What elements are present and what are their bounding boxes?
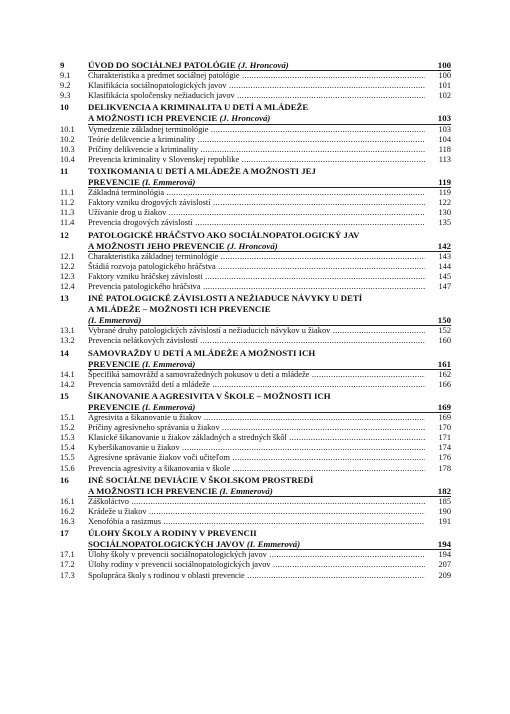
chapter-title-line2 [88, 241, 425, 251]
chapter-entry [60, 102, 451, 124]
chapter-title-text: DELIKVENCIA A KRIMINALITA U DETÍ A MLÁDEŽE [88, 102, 309, 113]
chapter-entry [60, 60, 451, 71]
section-page: 118 [438, 144, 451, 154]
chapter-entry [60, 391, 451, 413]
chapter-page: 194 [437, 539, 451, 550]
section-page: 170 [438, 423, 451, 433]
section-entry [60, 443, 451, 453]
section-page: 113 [438, 154, 451, 164]
section-entry [60, 433, 451, 443]
section-entry [60, 188, 451, 198]
section-title: Klasifikácia sociálnopatologických javov ..... [88, 81, 425, 91]
section-entry [60, 423, 451, 433]
chapter-heading-line2 [60, 486, 451, 496]
chapter-title-text: A MOŽNOSTI JEHO PREVENCIE [88, 240, 225, 251]
section-entry [60, 282, 451, 292]
section-page: 191 [438, 517, 451, 527]
chapter-title-text: INÉ PATOLOGICKÉ ZÁVISLOSTI A NEŽIADUCE NÁVYKY U DETÍ [88, 293, 363, 304]
section-number: 11.1 [60, 188, 75, 198]
section-title: Prevencia drogových závislostí ..... [88, 218, 425, 228]
section-page: 144 [438, 261, 451, 271]
section-title: Záškoláctvo ..... [88, 497, 425, 507]
section-number: 10.1 [60, 124, 75, 134]
section-number: 15.1 [60, 413, 75, 423]
chapter-heading-line2 [60, 402, 451, 412]
section-page: 143 [438, 251, 451, 261]
chapter-title-text: SAMOVRAŽDY U DETÍ A MLÁDEŽE A MOŽNOSTI ICH [88, 347, 316, 358]
section-entry [60, 370, 451, 380]
chapter-title-text: A MOŽNOSTI ICH PREVENCIE [88, 485, 218, 496]
section-number: 13.2 [60, 336, 75, 346]
section-title: Teórie delikvencie a kriminality ..... [88, 135, 425, 145]
section-number: 16.1 [60, 496, 75, 506]
chapter-number: 13 [60, 293, 69, 304]
chapter-title-text: PREVENCIE [88, 402, 140, 412]
section-title: Charakteristika a predmet sociálnej patológie ..... [88, 71, 425, 81]
chapter-title-line2 [88, 177, 425, 187]
section-entry [60, 326, 451, 336]
chapter-number: 10 [60, 102, 69, 113]
section-page: 100 [438, 71, 451, 81]
section-number: 12.2 [60, 261, 75, 271]
section-page: 171 [438, 433, 451, 443]
section-entry [60, 560, 451, 570]
section-number: 17.2 [60, 560, 75, 570]
chapter-title-line2: A MLÁDEŽE – MOŽNOSTI ICH PREVENCIE [88, 304, 271, 315]
section-entry [60, 262, 451, 272]
section-number: 15.5 [60, 453, 75, 463]
chapter-title [88, 60, 425, 70]
chapter-heading-line2 [60, 177, 451, 187]
section-page: 119 [438, 188, 451, 198]
chapter-title-line2 [88, 113, 425, 123]
section-entry [60, 550, 451, 560]
chapter-number: 17 [60, 528, 69, 539]
section-number: 12.4 [60, 281, 75, 291]
chapter-author: (I. Emmerová) [219, 485, 273, 496]
section-title: Základná terminológia ..... [88, 188, 425, 198]
chapter-title-line3 [88, 315, 425, 325]
chapter-heading [60, 391, 451, 401]
section-title: Xenofóbia a rasizmus ..... [88, 517, 425, 527]
section-page: 174 [438, 443, 451, 453]
section-page: 152 [438, 326, 451, 336]
section-number: 13.1 [60, 326, 75, 336]
chapter-page: 150 [437, 315, 451, 326]
section-page: 176 [438, 453, 451, 463]
chapter-author: (I. Emmerová) [88, 315, 142, 326]
chapter-author: (J. Hroncová) [226, 240, 278, 251]
chapter-title-text: ŠIKANOVANIE A AGRESIVITA V ŠKOLE – MOŽNOSTI ICH [88, 390, 331, 401]
section-entry [60, 517, 451, 527]
section-entry [60, 464, 451, 474]
section-number: 17.3 [60, 570, 75, 580]
section-number: 11.4 [60, 218, 75, 228]
section-title: Kyberšikanovanie u žiakov ..... [88, 443, 425, 453]
chapter-heading [60, 166, 451, 176]
chapter-author: (J. Hroncová) [219, 113, 271, 124]
section-title: Príčiny agresívneho správania u žiakov ..... [88, 423, 425, 433]
chapter-title-text: ÚLOHY ŠKOLY A RODINY V PREVENCII [88, 528, 257, 539]
chapter-title-text: SOCIÁLNOPATOLOGICKÝCH JAVOV [88, 539, 245, 550]
chapter-heading [60, 528, 451, 538]
chapter-title-text: PREVENCIE [88, 358, 140, 369]
chapter-number: 11 [60, 165, 69, 176]
chapter-number: 16 [60, 474, 69, 485]
section-number: 9.2 [60, 81, 71, 91]
section-title: Štádiá rozvoja patologického hráčstva ..... [88, 262, 425, 272]
section-title: Úlohy školy v prevencii sociálnopatologických javov ..... [88, 550, 425, 560]
section-title: Prevencia kriminality v Slovenskej republike ..... [88, 155, 425, 165]
section-entry [60, 208, 451, 218]
chapter-title-line2 [88, 486, 425, 496]
section-page: 160 [438, 336, 451, 346]
section-number: 10.4 [60, 154, 75, 164]
section-entry [60, 198, 451, 208]
chapter-author: (I. Emmerová) [142, 177, 196, 188]
chapter-heading-line2 [60, 113, 451, 123]
chapter-page: 169 [437, 402, 451, 412]
section-title: Klasické šikanovanie u žiakov základných a stredných škôl ..... [88, 433, 425, 443]
chapter-title-line2 [88, 359, 425, 369]
section-entry [60, 413, 451, 423]
chapter-page: 142 [437, 240, 451, 251]
section-entry [60, 91, 451, 101]
section-number: 15.3 [60, 433, 75, 443]
chapter-title-text: PREVENCIE [88, 177, 140, 188]
chapter-author: (I. Emmerová) [142, 358, 196, 369]
section-entry [60, 497, 451, 507]
chapter-title-line2 [88, 539, 425, 549]
chapter-number: 12 [60, 229, 69, 240]
chapter-heading [60, 348, 451, 358]
chapter-page: 182 [437, 485, 451, 496]
chapter-author: (I. Emmerová) [142, 402, 196, 412]
section-entry [60, 380, 451, 390]
chapter-heading-line2 [60, 539, 451, 549]
section-number: 15.4 [60, 443, 75, 453]
chapter-page: 161 [437, 358, 451, 369]
section-entry [60, 252, 451, 262]
section-number: 10.3 [60, 144, 75, 154]
section-number: 16.3 [60, 517, 75, 527]
section-number: 15.6 [60, 463, 75, 473]
section-number: 10.2 [60, 134, 75, 144]
section-entry [60, 135, 451, 145]
section-page: 122 [438, 198, 451, 208]
section-entry [60, 125, 451, 135]
chapter-heading [60, 475, 451, 485]
section-title: Príčiny delikvencie a kriminality ..... [88, 145, 425, 155]
section-number: 12.1 [60, 251, 75, 261]
chapter-heading-line3 [60, 315, 451, 325]
chapter-entry [60, 348, 451, 370]
chapter-entry [60, 293, 451, 326]
section-number: 14.1 [60, 369, 75, 379]
section-entry [60, 218, 451, 228]
section-page: 194 [438, 550, 451, 560]
chapter-title-text: INÉ SOCIÁLNE DEVIÁCIE V ŠKOLSKOM PROSTREDÍ [88, 474, 314, 485]
chapter-page: 103 [437, 113, 451, 124]
section-page: 147 [438, 281, 451, 291]
section-page: 207 [438, 560, 451, 570]
chapter-title-text: PATOLOGICKÉ HRÁČSTVO AKO SOCIÁLNOPATOLOGICKÝ JAV [88, 229, 360, 240]
chapter-page: 119 [438, 177, 451, 188]
section-title: Vybrané druhy patologických závislostí a nežiaducich návykov u žiakov ..... [88, 326, 425, 336]
section-number: 12.3 [60, 271, 75, 281]
section-title: Úlohy rodiny v prevencii sociálnopatologických javov ..... [88, 560, 425, 570]
chapter-title-line2 [88, 402, 425, 412]
section-page: 103 [438, 124, 451, 134]
chapter-number: 14 [60, 347, 69, 358]
chapter-heading-line2 [60, 241, 451, 251]
section-entry [60, 71, 451, 81]
chapter-author: (J. Hroncová) [237, 60, 289, 70]
section-number: 16.2 [60, 506, 75, 516]
chapter-heading-line2 [60, 304, 451, 314]
section-page: 190 [438, 506, 451, 516]
section-page: 162 [438, 369, 451, 379]
chapter-entry [60, 166, 451, 188]
section-title: Vymedzenie základnej terminológie ..... [88, 125, 425, 135]
chapter-heading [60, 293, 451, 303]
section-page: 101 [438, 81, 451, 91]
section-title: Faktory vzniku hráčskej závislosti ..... [88, 272, 425, 282]
section-entry [60, 155, 451, 165]
section-entry [60, 272, 451, 282]
chapter-entry [60, 528, 451, 550]
chapter-page: 100 [437, 60, 451, 70]
table-of-contents [60, 59, 451, 581]
section-page: 185 [438, 496, 451, 506]
chapter-title-text: A MOŽNOSTI ICH PREVENCIE [88, 113, 218, 124]
section-number: 14.2 [60, 379, 75, 389]
section-title: Prevencia nelátkových závislostí ..... [88, 336, 425, 346]
section-title: Prevencia patologického hráčstva ..... [88, 282, 425, 292]
section-number: 11.3 [60, 208, 75, 218]
section-title: Charakteristika základnej terminológie ..... [88, 252, 425, 262]
chapter-number: 15 [60, 390, 69, 401]
section-page: 209 [438, 570, 451, 580]
section-page: 178 [438, 463, 451, 473]
section-title: Spolupráca školy s rodinou v oblasti prevencie ..... [88, 571, 425, 581]
section-page: 130 [438, 208, 451, 218]
section-title: Agresívne správanie žiakov voči učiteľom ..... [88, 453, 425, 463]
chapter-number: 9 [60, 60, 65, 70]
section-number: 9.1 [60, 71, 71, 81]
chapter-title-text: ÚVOD DO SOCIÁLNEJ PATOLÓGIE [88, 60, 236, 70]
section-entry [60, 145, 451, 155]
section-title: Špecifiká samovrážd a samovražedných pokusov u detí a mládeže ..... [88, 370, 425, 380]
section-title: Krádeže u žiakov ..... [88, 507, 425, 517]
chapter-heading [60, 102, 451, 112]
section-page: 145 [438, 271, 451, 281]
section-title: Faktory vzniku drogových závislostí ..... [88, 198, 425, 208]
section-entry [60, 336, 451, 346]
section-title: Klasifikácia spoločensky nežiaducich javov ..... [88, 91, 425, 101]
chapter-title-text: TOXIKOMANIA U DETÍ A MLÁDEŽE A MOŽNOSTI JEJ [88, 165, 316, 176]
section-title: Agresivita a šikanovanie u žiakov ..... [88, 413, 425, 423]
section-page: 166 [438, 379, 451, 389]
section-number: 15.2 [60, 423, 75, 433]
section-entry [60, 507, 451, 517]
section-page: 169 [438, 413, 451, 423]
section-title: Prevencia agresivity a šikanovania v škole ..... [88, 464, 425, 474]
section-page: 102 [438, 91, 451, 101]
section-entry [60, 453, 451, 463]
section-entry [60, 571, 451, 581]
section-page: 135 [438, 218, 451, 228]
chapter-entry [60, 475, 451, 497]
chapter-heading [60, 230, 451, 240]
section-number: 11.2 [60, 198, 75, 208]
section-number: 17.1 [60, 550, 75, 560]
chapter-heading-line2 [60, 359, 451, 369]
section-page: 104 [438, 134, 451, 144]
section-entry [60, 81, 451, 91]
chapter-heading [60, 60, 451, 70]
section-number: 9.3 [60, 91, 71, 101]
chapter-author: (I. Emmerová) [246, 539, 301, 550]
section-title: Užívanie drog u žiakov ..... [88, 208, 425, 218]
chapter-entry [60, 230, 451, 252]
section-title: Prevencia samovrážd detí a mládeže ..... [88, 380, 425, 390]
